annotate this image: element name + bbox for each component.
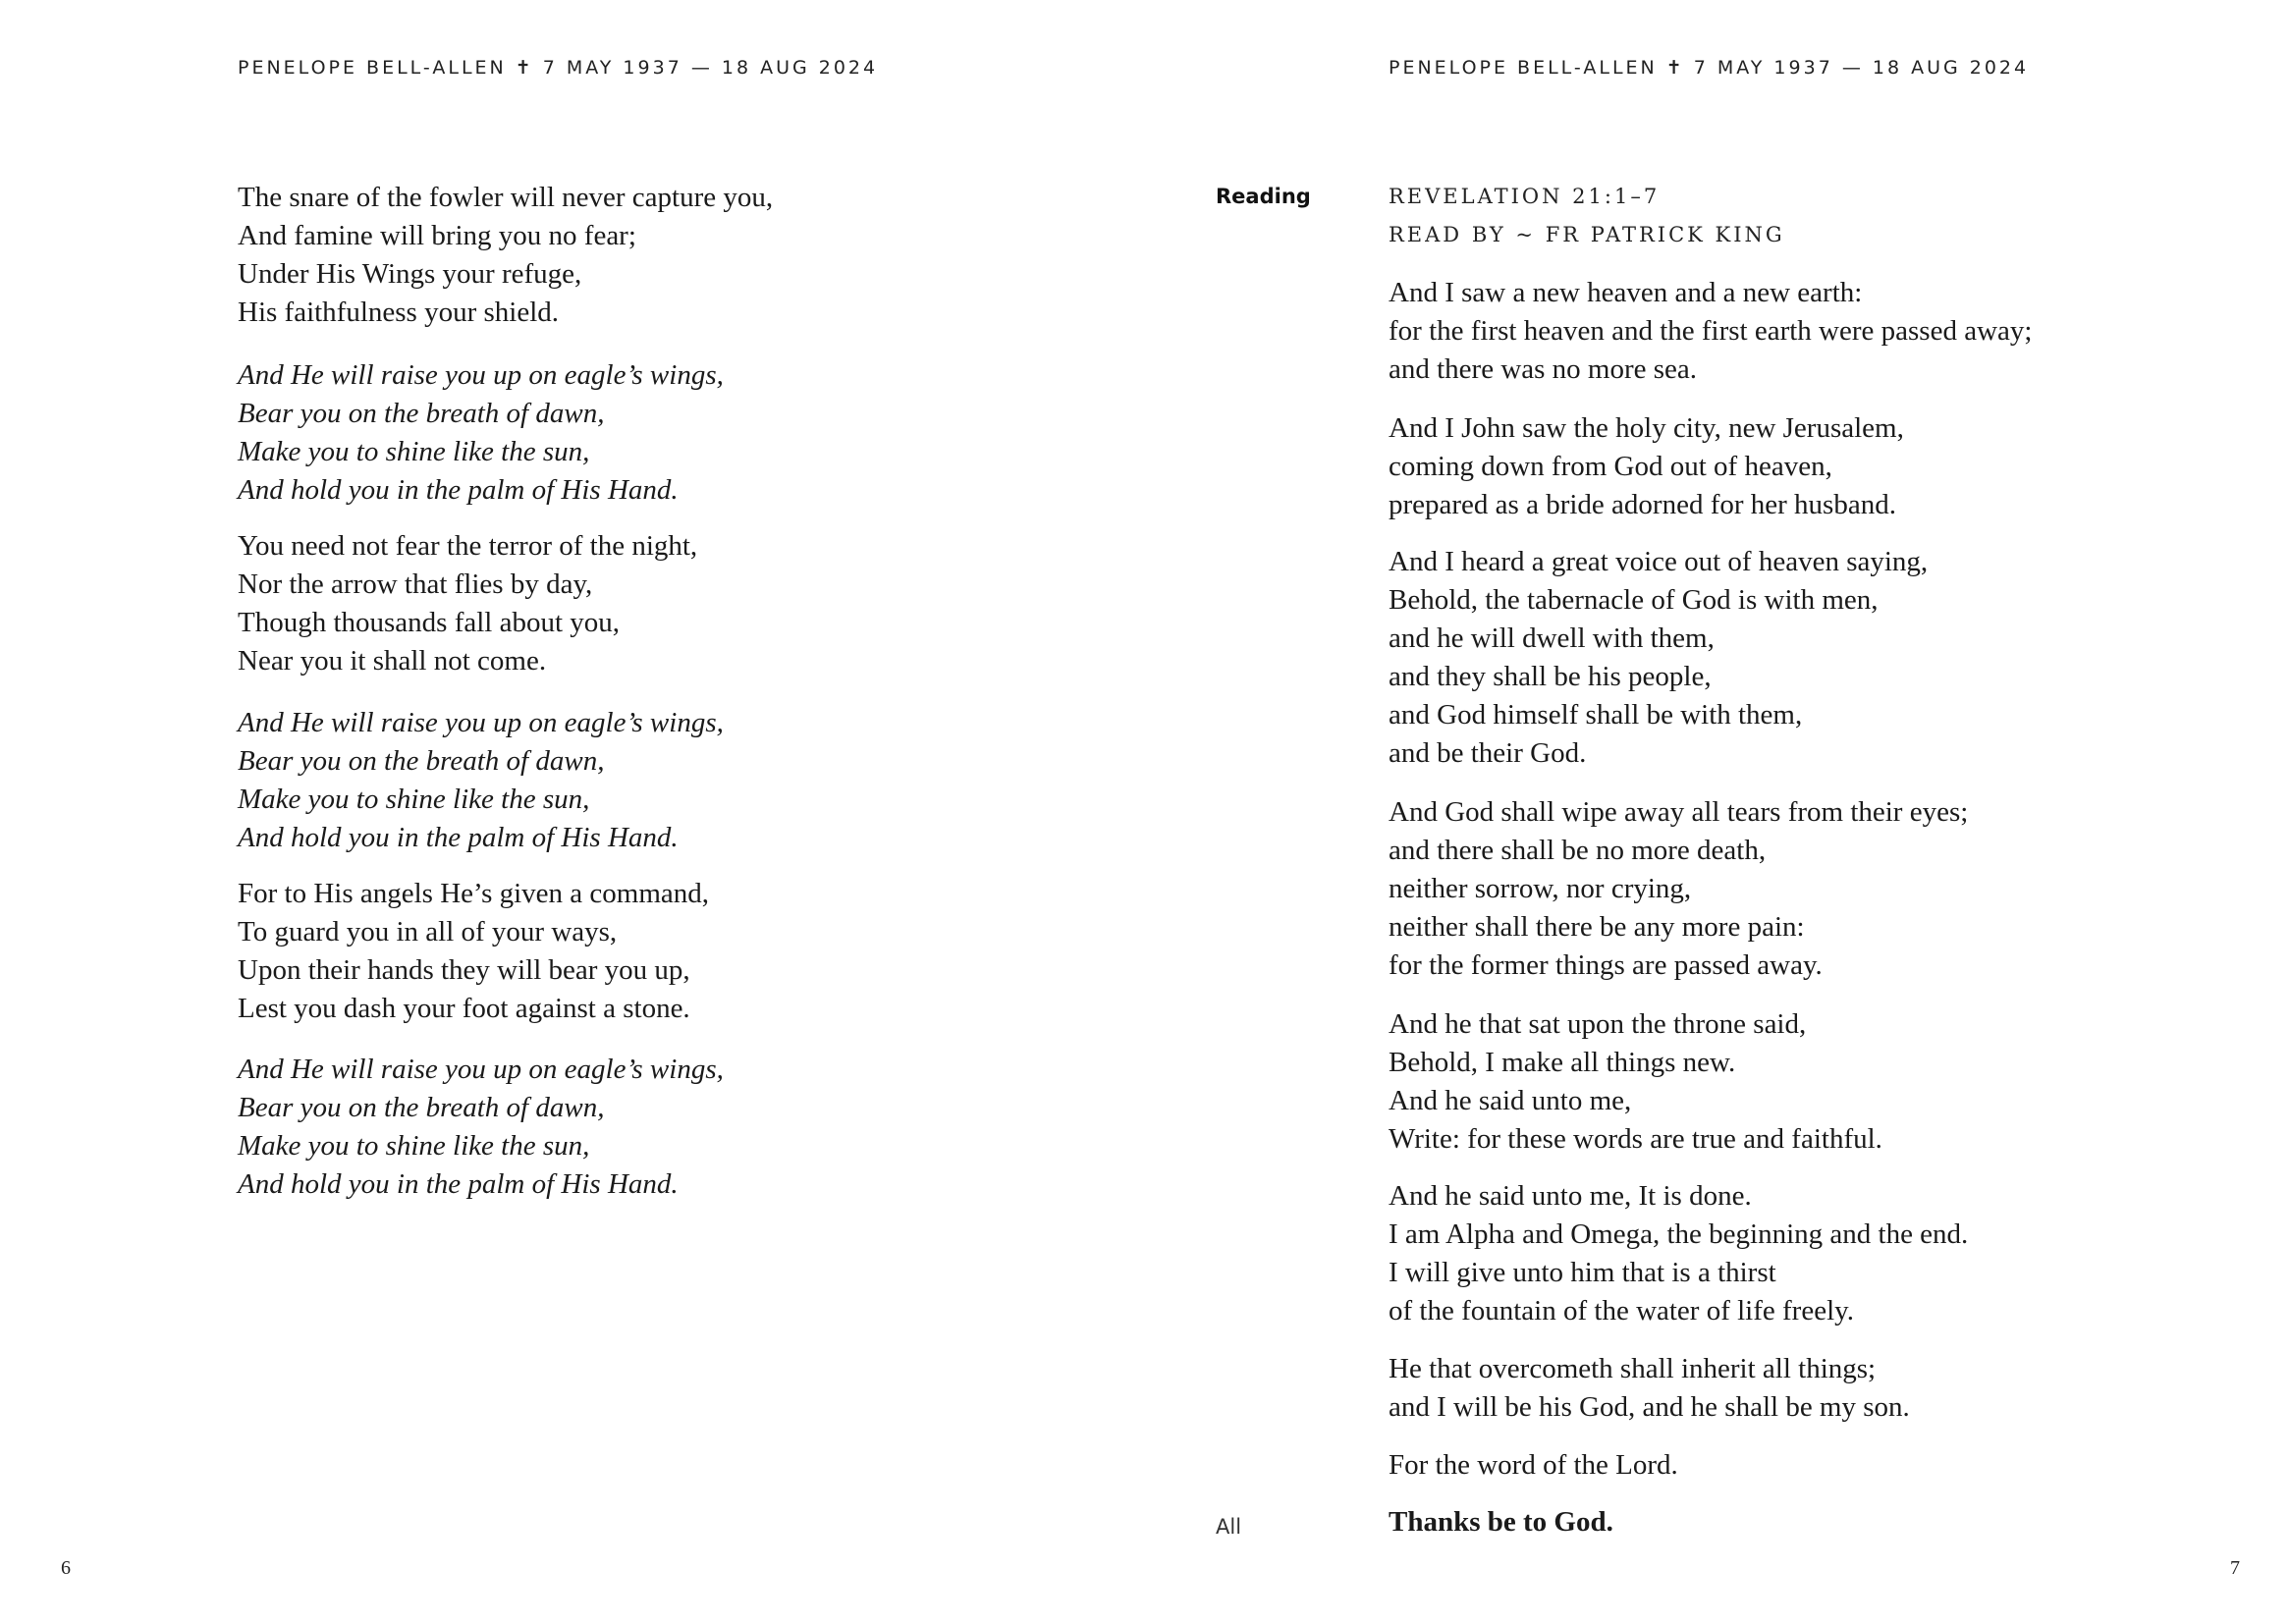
reading-line: I will give unto him that is a thirst bbox=[1389, 1257, 1776, 1288]
refrain-stanza bbox=[238, 704, 724, 857]
stanza bbox=[238, 179, 773, 332]
reading-line: and God himself shall be with them, bbox=[1389, 699, 1803, 731]
refrain-line: Bear you on the breath of dawn, bbox=[238, 398, 605, 429]
refrain-line: Bear you on the breath of dawn, bbox=[238, 745, 605, 777]
reading-line: for the first heaven and the first earth were passed away; bbox=[1389, 315, 2033, 347]
running-head-left: PENELOPE BELL-ALLEN ✝ 7 MAY 1937 — 18 AUG 2024 bbox=[238, 57, 879, 79]
page-number-left: 6 bbox=[61, 1557, 71, 1579]
reading-line: Behold, the tabernacle of God is with men, bbox=[1389, 584, 1879, 616]
page-number-right: 7 bbox=[2230, 1557, 2240, 1579]
reading-line: and he will dwell with them, bbox=[1389, 623, 1715, 654]
reading-stanza bbox=[1389, 1350, 1910, 1427]
verse-line: And famine will bring you no fear; bbox=[238, 220, 636, 251]
reading-line: neither sorrow, nor crying, bbox=[1389, 873, 1692, 904]
response-label: All bbox=[1216, 1515, 1242, 1539]
reading-line: prepared as a bride adorned for her husband. bbox=[1389, 489, 1896, 520]
refrain-stanza bbox=[238, 356, 724, 510]
verse-line: Nor the arrow that flies by day, bbox=[238, 568, 593, 600]
verse-line: Lest you dash your foot against a stone. bbox=[238, 993, 690, 1024]
reading-stanza bbox=[1389, 1446, 1678, 1485]
reading-line: And he said unto me, It is done. bbox=[1389, 1180, 1752, 1212]
reading-line: I am Alpha and Omega, the beginning and the end. bbox=[1389, 1218, 1969, 1250]
refrain-line: And hold you in the palm of His Hand. bbox=[238, 1168, 679, 1200]
verse-line: To guard you in all of your ways, bbox=[238, 916, 618, 947]
reading-line: and there was no more sea. bbox=[1389, 353, 1698, 385]
reading-stanza bbox=[1389, 274, 2032, 389]
stanza bbox=[238, 527, 697, 680]
verse-line: Under His Wings your refuge, bbox=[238, 258, 582, 290]
reading-line: And I saw a new heaven and a new earth: bbox=[1389, 277, 1863, 308]
refrain-line: And He will raise you up on eagle’s wings, bbox=[238, 707, 724, 738]
refrain-line: Make you to shine like the sun, bbox=[238, 784, 590, 815]
reading-line: And he said unto me, bbox=[1389, 1085, 1632, 1116]
reading-line: neither shall there be any more pain: bbox=[1389, 911, 1805, 943]
reading-stanza bbox=[1389, 1005, 1882, 1159]
reading-line: Behold, I make all things new. bbox=[1389, 1047, 1736, 1078]
reading-line: coming down from God out of heaven, bbox=[1389, 451, 1832, 482]
refrain-line: Bear you on the breath of dawn, bbox=[238, 1092, 605, 1123]
running-head-right: PENELOPE BELL-ALLEN ✝ 7 MAY 1937 — 18 AUG 2024 bbox=[1389, 57, 2030, 79]
reading-line: of the fountain of the water of life freely. bbox=[1389, 1295, 1854, 1326]
verse-line: Near you it shall not come. bbox=[238, 645, 547, 677]
stanza bbox=[238, 875, 709, 1028]
refrain-line: And He will raise you up on eagle’s wings, bbox=[238, 1054, 724, 1085]
reading-line: For the word of the Lord. bbox=[1389, 1449, 1678, 1481]
reading-line: He that overcometh shall inherit all things; bbox=[1389, 1353, 1877, 1384]
reading-line: and there shall be no more death, bbox=[1389, 835, 1767, 866]
reading-line: And I John saw the holy city, new Jerusalem, bbox=[1389, 412, 1904, 444]
reading-line: Write: for these words are true and faithful. bbox=[1389, 1123, 1882, 1155]
reading-line: And I heard a great voice out of heaven saying, bbox=[1389, 546, 1929, 577]
reading-line: and I will be his God, and he shall be my son. bbox=[1389, 1391, 1910, 1423]
reading-stanza bbox=[1389, 543, 1928, 773]
refrain-line: And hold you in the palm of His Hand. bbox=[238, 474, 679, 506]
scripture-reference: REVELATION 21:1–7 bbox=[1389, 185, 1661, 208]
reading-stanza bbox=[1389, 409, 1904, 524]
verse-line: You need not fear the terror of the night, bbox=[238, 530, 698, 562]
verse-line: For to His angels He’s given a command, bbox=[238, 878, 710, 909]
refrain-line: Make you to shine like the sun, bbox=[238, 1130, 590, 1162]
reading-stanza bbox=[1389, 793, 1968, 985]
refrain-stanza bbox=[238, 1051, 724, 1204]
reading-line: And he that sat upon the throne said, bbox=[1389, 1008, 1807, 1040]
refrain-line: And He will raise you up on eagle’s wings, bbox=[238, 359, 724, 391]
congregation-response: Thanks be to God. bbox=[1389, 1506, 1613, 1538]
refrain-line: Make you to shine like the sun, bbox=[238, 436, 590, 467]
verse-line: Upon their hands they will bear you up, bbox=[238, 954, 690, 986]
reading-line: and they shall be his people, bbox=[1389, 661, 1712, 692]
refrain-line: And hold you in the palm of His Hand. bbox=[238, 822, 679, 853]
reading-line: And God shall wipe away all tears from their eyes; bbox=[1389, 796, 1969, 828]
section-label: Reading bbox=[1216, 185, 1311, 208]
reader-credit: READ BY ~ FR PATRICK KING bbox=[1389, 223, 1785, 246]
verse-line: His faithfulness your shield. bbox=[238, 297, 560, 328]
reading-line: for the former things are passed away. bbox=[1389, 949, 1823, 981]
reading-line: and be their God. bbox=[1389, 737, 1587, 769]
verse-line: The snare of the fowler will never capture you, bbox=[238, 182, 774, 213]
verse-line: Though thousands fall about you, bbox=[238, 607, 621, 638]
reading-stanza bbox=[1389, 1177, 1968, 1330]
